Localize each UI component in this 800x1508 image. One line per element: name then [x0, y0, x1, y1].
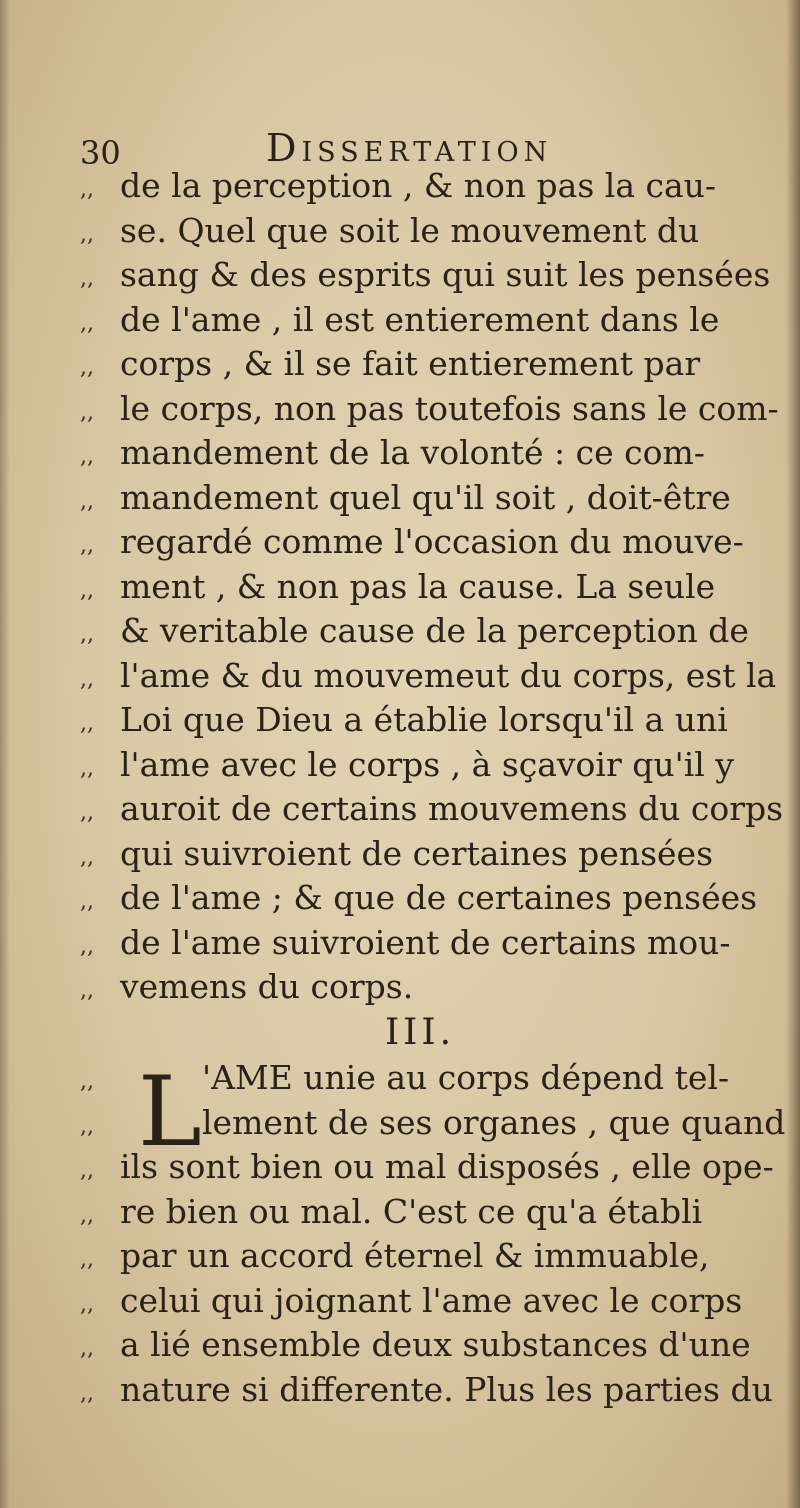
line-text: de l'ame suivroient de certains mou-	[120, 922, 731, 962]
quote-mark: ,,	[80, 310, 94, 336]
text-line	[80, 298, 760, 343]
quote-mark: ,,	[80, 1202, 94, 1228]
text-line	[80, 476, 760, 521]
line-text: l'ame avec le corps , à sçavoir qu'il y	[120, 744, 734, 784]
text-line	[80, 965, 760, 1010]
quote-mark: ,,	[80, 399, 94, 425]
page-edge-shadow	[786, 0, 800, 1508]
line-text: a lié ensemble deux substances d'une	[120, 1325, 751, 1364]
text-line	[80, 253, 771, 298]
quote-mark: ,,	[80, 844, 94, 870]
paragraph-2	[80, 1056, 786, 1412]
line-text: auroit de certains mouvemens du corps	[120, 789, 784, 828]
line-text: ment , & non pas la cause. La seule	[120, 566, 716, 606]
line-text: de la perception , & non pas la cau-	[120, 166, 717, 205]
line-text: de l'ame ; & que de certaines pensées	[120, 878, 758, 917]
text-line	[80, 876, 760, 921]
quote-mark: ,,	[80, 978, 94, 1003]
text-line	[80, 1190, 760, 1235]
line-text: celui qui joignant l'ame avec le corps	[120, 1280, 743, 1320]
line-text: & veritable cause de la perception de	[120, 611, 749, 650]
line-text: l'ame & du mouvemeut du corps, est la	[120, 655, 777, 695]
quote-mark: ,,	[80, 1380, 94, 1406]
line-text: mandement de la volonté : ce com-	[120, 433, 705, 472]
text-line	[80, 565, 760, 610]
quote-mark: ,,	[80, 488, 94, 514]
text-line	[80, 609, 760, 654]
quote-mark: ,,	[80, 355, 94, 380]
text-line	[80, 1234, 760, 1279]
quote-mark: ,,	[80, 533, 94, 558]
page-gutter-shadow	[0, 0, 10, 1508]
line-text: ils sont bien ou mal disposés , elle ope-	[120, 1147, 774, 1186]
quote-mark: ,,	[80, 800, 94, 825]
text-line	[80, 520, 760, 565]
text-line	[80, 164, 760, 209]
text-line	[80, 1368, 773, 1413]
page-number: 30	[80, 134, 121, 172]
line-text: vemens du corps.	[120, 967, 414, 1006]
text-line	[80, 743, 760, 788]
quote-mark: ,,	[80, 889, 94, 914]
line-text: mandement quel qu'il soit , doit-être	[120, 477, 731, 517]
quote-mark: ,,	[80, 1069, 94, 1094]
quote-mark: ,,	[80, 444, 94, 469]
quote-mark: ,,	[80, 1247, 94, 1272]
quote-mark: ,,	[80, 221, 94, 247]
text-line	[80, 1145, 774, 1190]
text-line	[80, 1101, 786, 1146]
line-text: par un accord éternel & immuable,	[120, 1236, 710, 1275]
text-line	[80, 921, 760, 966]
line-text: lement de ses organes , que quand	[202, 1102, 786, 1142]
section-heading: III.	[384, 1012, 456, 1053]
quote-mark: ,,	[80, 711, 94, 736]
text-line	[80, 387, 779, 432]
quote-mark: ,,	[80, 577, 94, 603]
quote-mark: ,,	[80, 666, 94, 692]
paragraph-1	[80, 164, 784, 1053]
text-line	[80, 832, 760, 877]
line-text: de l'ame , il est entierement dans le	[120, 299, 720, 339]
drop-cap: L	[138, 1056, 202, 1168]
text-line	[80, 1279, 760, 1324]
text-line	[80, 654, 777, 699]
line-text: 'AME unie au corps dépend tel-	[202, 1058, 730, 1097]
quote-mark: ,,	[80, 266, 94, 291]
text-line	[80, 342, 760, 387]
quote-mark: ,,	[80, 1291, 94, 1317]
line-text: le corps, non pas toutefois sans le com-	[120, 388, 779, 428]
text-line	[80, 209, 760, 254]
running-title: Dissertation	[266, 126, 553, 170]
text-line	[80, 787, 784, 832]
line-text: corps , & il se fait entierement par	[120, 344, 701, 383]
line-text: Loi que Dieu a établie lorsqu'il a uni	[120, 700, 728, 739]
quote-mark: ,,	[80, 1336, 94, 1361]
line-text: se. Quel que soit le mouvement du	[120, 210, 700, 250]
line-text: nature si differente. Plus les parties du	[120, 1369, 773, 1409]
quote-mark: ,,	[80, 177, 94, 202]
text-line	[80, 431, 760, 476]
quote-mark: ,,	[80, 933, 94, 959]
line-text: re bien ou mal. C'est ce qu'a établi	[120, 1191, 703, 1231]
quote-mark: ,,	[80, 755, 94, 781]
quote-mark: ,,	[80, 1158, 94, 1183]
line-text: qui suivroient de certaines pensées	[120, 833, 714, 873]
line-text: sang & des esprits qui suit les pensées	[120, 255, 771, 294]
line-text: regardé comme l'occasion du mouve-	[120, 522, 744, 561]
text-line	[80, 698, 760, 743]
text-line	[80, 1056, 760, 1101]
text-line	[80, 1323, 760, 1368]
quote-mark: ,,	[80, 1113, 94, 1139]
quote-mark: ,,	[80, 622, 94, 647]
